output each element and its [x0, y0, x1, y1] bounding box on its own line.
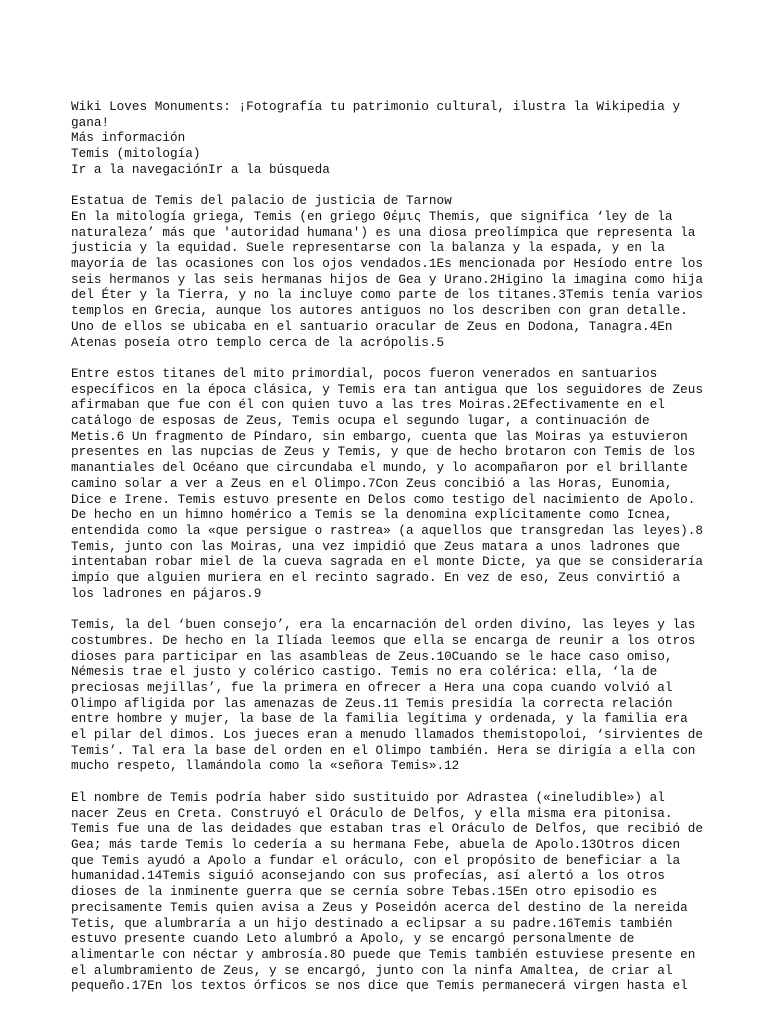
- article-title: Temis (mitología): [71, 146, 201, 162]
- text-line: Tetis, que alumbraría a un hijo destinado a eclipsar a su padre.16Temis también: [71, 915, 673, 931]
- paragraph-2: [71, 366, 703, 602]
- text-line: mayoría de las ocasiones con los ojos vendados.1Es mencionada por Hesíodo entre los: [71, 256, 703, 272]
- text-line: Olimpo afligida por las amenazas de Zeus.11 Temis presidía la correcta relación: [71, 695, 673, 711]
- text-line: Atenas poseía otro templo cerca de la acrópolis.5: [71, 334, 445, 350]
- paragraph-1: [71, 193, 703, 350]
- text-line: el pilar del dimos. Los jueces eran a menudo llamados themistopoloi, ‘sirvientes de: [71, 727, 703, 743]
- text-line: afirmaban que fue con él con quien tuvo a las tres Moiras.2Efectivamente en el: [71, 397, 665, 413]
- text-line: De hecho en un himno homérico a Temis se la denomina explícitamente como Icnea,: [71, 507, 673, 523]
- text-line: Temis, la del ‘buen consejo’, era la encarnación del orden divino, las leyes y las: [71, 617, 696, 633]
- text-line: costumbres. De hecho en la Ilíada leemos que ella se encarga de reunir a los otros: [71, 632, 696, 648]
- text-line: Némesis trae el justo y colérico castigo. Temis no era colérica: ella, ‘la de: [71, 664, 658, 680]
- text-line: templos en Grecia, aunque los autores antiguos no los describen con gran detalle.: [71, 303, 688, 319]
- paragraph-4: [71, 790, 703, 994]
- text-line: Gea; más tarde Temis lo cedería a su hermana Febe, abuela de Apolo.13Otros dicen: [71, 836, 681, 852]
- text-line: En la mitología griega, Temis (en griego Θέμις Themis, que significa ‘ley de la: [71, 208, 673, 224]
- text-line: catálogo de esposas de Zeus, Temis ocupa el segundo lugar, a continuación de: [71, 413, 650, 429]
- text-line: estuvo presente cuando Leto alumbró a Apolo, y se encargó personalmente de: [71, 931, 635, 947]
- text-line: seis hermanos y las seis hermanas hijos de Gea y Urano.2Higino la imagina como hija: [71, 271, 703, 287]
- document-page: [71, 99, 703, 1010]
- text-line: Temis’. Tal era la base del orden en el Olimpo también. Hera se dirigía a ella con: [71, 742, 696, 758]
- text-line: humanidad.14Temis siguió aconsejando con sus profecías, así alertó a los otros: [71, 868, 665, 884]
- text-line: justicia y la equidad. Suele representarse con la balanza y la espada, y en la: [71, 240, 665, 256]
- text-line: mucho respeto, llamándola como la «señora Temis».12: [71, 758, 460, 774]
- text-line: entendida como la «que persigue o rastrea» (a aquellos que transgredan las leyes).8: [71, 522, 703, 538]
- text-line: preciosas mejillas’, fue la primera en ofrecer a Hera una copa cuando volvió al: [71, 679, 673, 695]
- text-line: pequeño.17En los textos órficos se nos dice que Temis permanecerá virgen hasta el: [71, 978, 688, 994]
- text-line: Estatua de Temis del palacio de justicia de Tarnow: [71, 193, 452, 209]
- text-line: Temis, junto con las Moiras, una vez impidió que Zeus matara a unos ladrones que: [71, 538, 681, 554]
- text-line: entre hombre y mujer, la base de la familia legítima y ordenada, y la familia era: [71, 711, 688, 727]
- text-line: Uno de ellos se ubicaba en el santuario oracular de Zeus en Dodona, Tanagra.4En: [71, 318, 673, 334]
- text-line: nacer Zeus en Creta. Construyó el Oráculo de Delfos, y ella misma era pitonisa.: [71, 805, 673, 821]
- text-line: impío que alguien muriera en el recinto sagrado. En vez de eso, Zeus convirtió a: [71, 570, 681, 586]
- text-line: dioses de la inminente guerra que se cernía sobre Tebas.15En otro episodio es: [71, 884, 658, 900]
- text-line: manantiales del Océano que circundaba el mundo, y lo acompañaron por el brillante: [71, 460, 688, 476]
- text-line: Entre estos titanes del mito primordial, pocos fueron venerados en santuarios: [71, 365, 658, 381]
- banner-line[interactable]: Wiki Loves Monuments: ¡Fotografía tu patrimonio cultural, ilustra la Wikipedia y: [71, 99, 681, 114]
- text-line: intentaban robar miel de la cueva sagrada en el monte Dicte, ya que se consideraría: [71, 554, 703, 570]
- text-line: dioses para participar en las asambleas de Zeus.10Cuando se le hace caso omiso,: [71, 648, 673, 664]
- text-line: que Temis ayudó a Apolo a fundar el oráculo, con el propósito de beneficiar a la: [71, 852, 681, 868]
- text-line: El nombre de Temis podría haber sido sustituido por Adrastea («ineludible») al: [71, 789, 665, 805]
- more-info-link[interactable]: Más información: [71, 130, 186, 146]
- text-line: alimentarle con néctar y ambrosía.8O puede que Temis también estuviese presente en: [71, 946, 696, 962]
- text-line: naturaleza’ más que 'autoridad humana') es una diosa preolímpica que representa la: [71, 224, 696, 240]
- text-line: del Éter y la Tierra, y no la incluye como parte de los titanes.3Temis tenía varios: [71, 287, 703, 303]
- text-line: los ladrones en pájaros.9: [71, 585, 262, 601]
- text-line: presentes en las nupcias de Zeus y Temis, y que de hecho brotaron con Temis de los: [71, 444, 696, 460]
- text-line: específicos en la época clásica, y Temis era tan antigua que los seguidores de Zeus: [71, 381, 703, 397]
- header-block: [71, 99, 703, 178]
- skip-links[interactable]: Ir a la navegaciónIr a la búsqueda: [71, 161, 330, 177]
- text-line: camino solar a ver a Zeus en el Olimpo.7Con Zeus concibió a las Horas, Eunomia,: [71, 475, 673, 491]
- paragraph-3: [71, 617, 703, 774]
- text-line: Dice e Irene. Temis estuvo presente en Delos como testigo del nacimiento de Apolo.: [71, 491, 696, 507]
- banner-line-continuation[interactable]: gana!: [71, 114, 110, 130]
- text-line: Temis fue una de las deidades que estaban tras el Oráculo de Delfos, que recibió de: [71, 821, 703, 837]
- text-line: el alumbramiento de Zeus, y se encargó, junto con la ninfa Amaltea, de criar al: [71, 962, 673, 978]
- text-line: precisamente Temis quien avisa a Zeus y Poseidón acerca del destino de la nereida: [71, 899, 688, 915]
- text-line: Metis.6 Un fragmento de Píndaro, sin embargo, cuenta que las Moiras ya estuvieron: [71, 428, 688, 444]
